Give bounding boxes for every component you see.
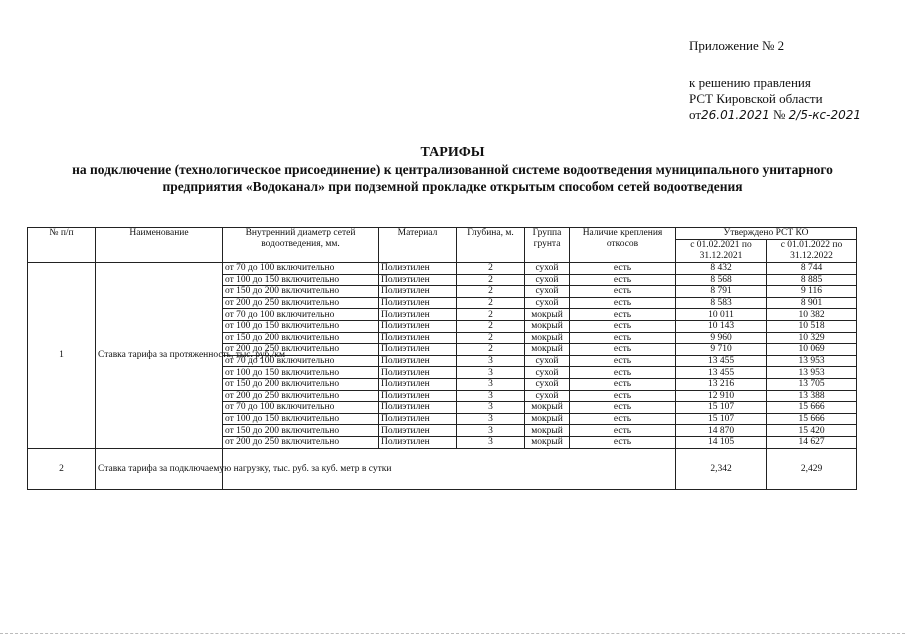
cell-material: Полиэтилен bbox=[379, 309, 457, 321]
cell-diameter: от 70 до 100 включительно bbox=[223, 263, 379, 275]
cell-ground: мокрый bbox=[525, 344, 570, 356]
row-group-index: 1 bbox=[28, 263, 96, 449]
cell-ground: сухой bbox=[525, 355, 570, 367]
cell-diameter: от 70 до 100 включительно bbox=[223, 402, 379, 414]
header-material: Материал bbox=[379, 228, 457, 263]
table-row bbox=[28, 448, 857, 489]
document-subtitle: на подключение (технологическое присоединение) к централизованной системе водоотведения муниципального унитарного предприятия «Водоканал» при подземной прокладке открытым способом сетей водоотведения bbox=[72, 162, 833, 194]
cell-value-2022: 15 666 bbox=[767, 402, 857, 414]
date-prefix: от bbox=[689, 107, 702, 122]
cell-diameter: от 100 до 150 включительно bbox=[223, 367, 379, 379]
table-row bbox=[28, 263, 857, 275]
cell-diameter: от 200 до 250 включительно bbox=[223, 436, 379, 448]
cell-material: Полиэтилен bbox=[379, 286, 457, 298]
tariffs-table bbox=[27, 227, 857, 490]
cell-value-2021: 9 960 bbox=[676, 332, 767, 344]
cell-ground: сухой bbox=[525, 274, 570, 286]
cell-fixing: есть bbox=[570, 274, 676, 286]
cell-diameter: от 150 до 200 включительно bbox=[223, 425, 379, 437]
cell-value-2022: 8 901 bbox=[767, 297, 857, 309]
cell-value-2021: 13 455 bbox=[676, 367, 767, 379]
cell-diameter: от 200 до 250 включительно bbox=[223, 344, 379, 356]
annex-line-decision: к решению правления bbox=[689, 75, 811, 90]
cell-value-2022: 14 627 bbox=[767, 436, 857, 448]
cell-material: Полиэтилен bbox=[379, 413, 457, 425]
cell-value-2022: 13 705 bbox=[767, 378, 857, 390]
cell-depth: 3 bbox=[457, 436, 525, 448]
cell-fixing: есть bbox=[570, 297, 676, 309]
cell-value-2022: 2,429 bbox=[767, 448, 857, 489]
cell-fixing: есть bbox=[570, 425, 676, 437]
cell-value-2022: 15 666 bbox=[767, 413, 857, 425]
cell-value-2022: 8 744 bbox=[767, 263, 857, 275]
cell-fixing: есть bbox=[570, 320, 676, 332]
cell-ground: сухой bbox=[525, 297, 570, 309]
scan-edge-line bbox=[0, 633, 905, 634]
cell-depth: 2 bbox=[457, 297, 525, 309]
row-group-index: 2 bbox=[28, 448, 96, 489]
cell-value-2021: 2,342 bbox=[676, 448, 767, 489]
cell-material: Полиэтилен bbox=[379, 367, 457, 379]
cell-ground: мокрый bbox=[525, 402, 570, 414]
cell-depth: 2 bbox=[457, 309, 525, 321]
cell-material: Полиэтилен bbox=[379, 390, 457, 402]
row-group-name: Ставка тарифа за протяженность, тыс. руб./км bbox=[96, 263, 223, 449]
cell-diameter: от 100 до 150 включительно bbox=[223, 320, 379, 332]
cell-value-2022: 10 329 bbox=[767, 332, 857, 344]
cell-fixing: есть bbox=[570, 367, 676, 379]
cell-diameter: от 100 до 150 включительно bbox=[223, 413, 379, 425]
cell-ground: сухой bbox=[525, 378, 570, 390]
cell-value-2022: 8 885 bbox=[767, 274, 857, 286]
number-sign: № bbox=[772, 107, 786, 122]
cell-material: Полиэтилен bbox=[379, 332, 457, 344]
cell-value-2022: 9 116 bbox=[767, 286, 857, 298]
annex-title: Приложение № 2 bbox=[689, 38, 785, 53]
cell-ground: мокрый bbox=[525, 436, 570, 448]
cell-depth: 2 bbox=[457, 274, 525, 286]
cell-fixing: есть bbox=[570, 355, 676, 367]
cell-ground: сухой bbox=[525, 286, 570, 298]
cell-depth: 3 bbox=[457, 355, 525, 367]
cell-depth: 3 bbox=[457, 402, 525, 414]
handwritten-date: 26.01.2021 bbox=[701, 108, 770, 122]
cell-material: Полиэтилен bbox=[379, 320, 457, 332]
cell-value-2021: 10 143 bbox=[676, 320, 767, 332]
cell-material: Полиэтилен bbox=[379, 274, 457, 286]
cell-depth: 3 bbox=[457, 425, 525, 437]
cell-depth: 2 bbox=[457, 344, 525, 356]
cell-depth: 3 bbox=[457, 367, 525, 379]
cell-diameter: от 150 до 200 включительно bbox=[223, 378, 379, 390]
cell-material: Полиэтилен bbox=[379, 263, 457, 275]
cell-ground: сухой bbox=[525, 367, 570, 379]
cell-depth: 3 bbox=[457, 413, 525, 425]
cell-diameter: от 150 до 200 включительно bbox=[223, 286, 379, 298]
annex-line-authority: РСТ Кировской области bbox=[689, 91, 823, 106]
handwritten-number: 2/5-кс-2021 bbox=[788, 108, 861, 122]
cell-fixing: есть bbox=[570, 413, 676, 425]
cell-fixing: есть bbox=[570, 344, 676, 356]
cell-fixing: есть bbox=[570, 263, 676, 275]
cell-ground: мокрый bbox=[525, 320, 570, 332]
cell-material: Полиэтилен bbox=[379, 297, 457, 309]
table-body bbox=[28, 263, 857, 490]
header-depth: Глубина, м. bbox=[457, 228, 525, 263]
header-fixing: Наличие крепления откосов bbox=[570, 228, 676, 263]
header-name: Наименование bbox=[96, 228, 223, 263]
cell-value-2021: 15 107 bbox=[676, 402, 767, 414]
cell-depth: 2 bbox=[457, 320, 525, 332]
cell-value-2021: 10 011 bbox=[676, 309, 767, 321]
cell-value-2021: 8 583 bbox=[676, 297, 767, 309]
cell-fixing: есть bbox=[570, 286, 676, 298]
cell-ground: мокрый bbox=[525, 309, 570, 321]
cell-ground: сухой bbox=[525, 390, 570, 402]
header-ground: Группа грунта bbox=[525, 228, 570, 263]
cell-value-2021: 9 710 bbox=[676, 344, 767, 356]
annex-reference bbox=[689, 75, 889, 123]
cell-material: Полиэтилен bbox=[379, 402, 457, 414]
header-approved: Утверждено РСТ КО bbox=[676, 228, 857, 240]
cell-value-2022: 10 382 bbox=[767, 309, 857, 321]
cell-value-2022: 13 953 bbox=[767, 355, 857, 367]
cell-value-2022: 13 388 bbox=[767, 390, 857, 402]
cell-depth: 2 bbox=[457, 263, 525, 275]
cell-depth: 3 bbox=[457, 390, 525, 402]
cell-ground: мокрый bbox=[525, 425, 570, 437]
cell-depth: 2 bbox=[457, 332, 525, 344]
cell-material: Полиэтилен bbox=[379, 378, 457, 390]
cell-fixing: есть bbox=[570, 332, 676, 344]
cell-diameter: от 200 до 250 включительно bbox=[223, 390, 379, 402]
header-period-2022: с 01.01.2022 по 31.12.2022 bbox=[767, 240, 857, 263]
cell-value-2021: 12 910 bbox=[676, 390, 767, 402]
cell-diameter: от 150 до 200 включительно bbox=[223, 332, 379, 344]
cell-fixing: есть bbox=[570, 378, 676, 390]
header-diameter: Внутренний диаметр сетей водоотведения, мм. bbox=[223, 228, 379, 263]
cell-diameter: от 100 до 150 включительно bbox=[223, 274, 379, 286]
cell-value-2022: 10 518 bbox=[767, 320, 857, 332]
cell-depth: 3 bbox=[457, 378, 525, 390]
cell-value-2022: 13 953 bbox=[767, 367, 857, 379]
cell-value-2021: 15 107 bbox=[676, 413, 767, 425]
cell-value-2021: 14 105 bbox=[676, 436, 767, 448]
cell-value-2022: 15 420 bbox=[767, 425, 857, 437]
cell-diameter: от 70 до 100 включительно bbox=[223, 309, 379, 321]
cell-ground: сухой bbox=[525, 263, 570, 275]
cell-value-2021: 14 870 bbox=[676, 425, 767, 437]
cell-fixing: есть bbox=[570, 436, 676, 448]
cell-fixing: есть bbox=[570, 390, 676, 402]
cell-fixing: есть bbox=[570, 402, 676, 414]
cell-value-2021: 13 455 bbox=[676, 355, 767, 367]
cell-fixing: есть bbox=[570, 309, 676, 321]
cell-value-2021: 13 216 bbox=[676, 378, 767, 390]
document-title: ТАРИФЫ bbox=[420, 145, 485, 160]
header-period-2021: с 01.02.2021 по 31.12.2021 bbox=[676, 240, 767, 263]
cell-value-2021: 8 791 bbox=[676, 286, 767, 298]
cell-material: Полиэтилен bbox=[379, 425, 457, 437]
cell-diameter: от 70 до 100 включительно bbox=[223, 355, 379, 367]
cell-material: Полиэтилен bbox=[379, 344, 457, 356]
cell-value-2022: 10 069 bbox=[767, 344, 857, 356]
cell-value-2021: 8 568 bbox=[676, 274, 767, 286]
cell-material: Полиэтилен bbox=[379, 355, 457, 367]
cell-ground: мокрый bbox=[525, 332, 570, 344]
row-group-name: Ставка тарифа за подключаемую нагрузку, тыс. руб. за куб. метр в сутки bbox=[96, 448, 223, 489]
cell-diameter: от 200 до 250 включительно bbox=[223, 297, 379, 309]
cell-material: Полиэтилен bbox=[379, 436, 457, 448]
cell-value-2021: 8 432 bbox=[676, 263, 767, 275]
cell-depth: 2 bbox=[457, 286, 525, 298]
annex-line-date bbox=[689, 107, 889, 123]
cell-ground: мокрый bbox=[525, 413, 570, 425]
header-num: № п/п bbox=[28, 228, 96, 263]
